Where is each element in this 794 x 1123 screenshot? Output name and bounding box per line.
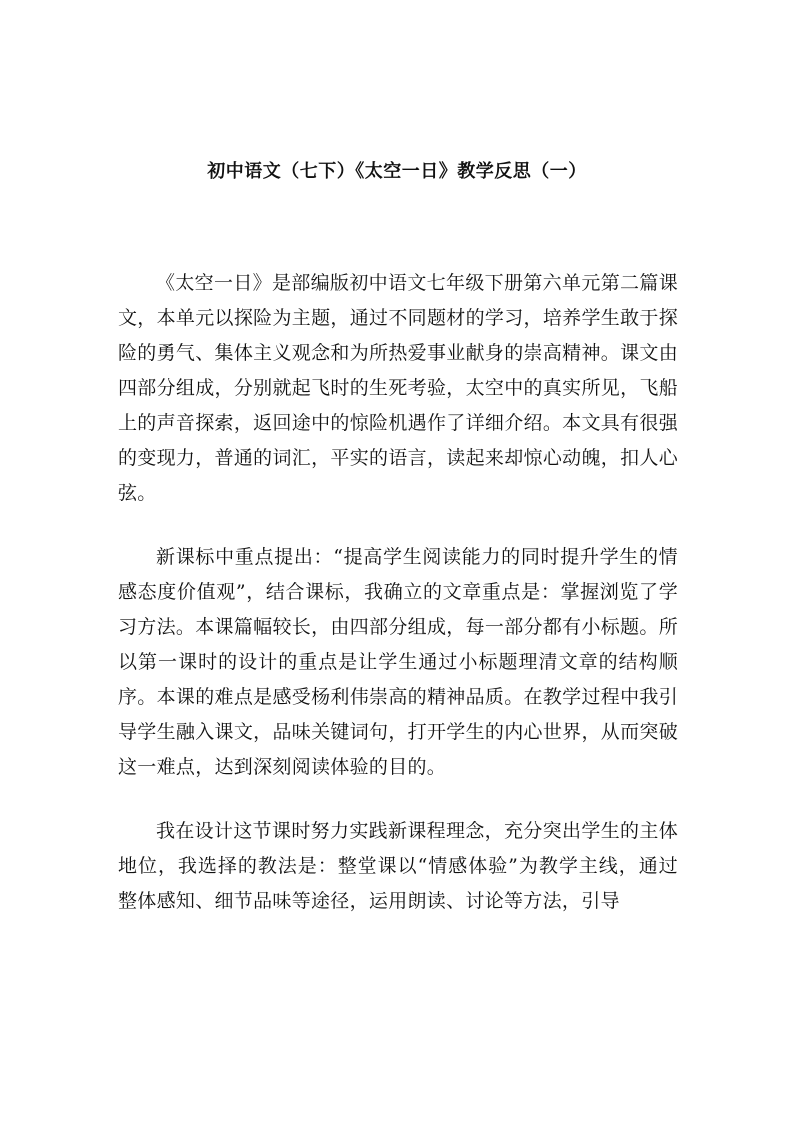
paragraph-2: 新课标中重点提出：“提高学生阅读能力的同时提升学生的情感态度价值观”，结合课标，我确立的文章重点是：掌握浏览了学习方法。本课篇幅较长，由四部分组成，每一部分都有小标题。所以第一课时的设计的重点是让学生通过小标题理清文章的结构顺序。本课的难点是感受杨利伟崇高的精神品质。在教学过程中我引导学生融入课文，品味关键词句，打开学生的内心世界，从而突破这一难点，达到深刻阅读体验的目的。 [118, 546, 678, 778]
paragraph-1: 《太空一日》是部编版初中语文七年级下册第六单元第二篇课文，本单元以探险为主题，通过不同题材的学习，培养学生敢于探险的勇气、集体主义观念和为所热爱事业献身的崇高精神。课文由四部分组成，分别就起飞时的生死考验，太空中的真实所见，飞船上的声音探索，返回途中的惊险机遇作了详细介绍。本文具有很强的变现力，普通的词汇，平实的语言，读起来却惊心动魄，扣人心弦。 [118, 272, 678, 504]
document-title: 初中语文（七下）《太空一日》教学反思（一） [207, 161, 587, 182]
paragraph-3: 我在设计这节课时努力实践新课程理念，充分突出学生的主体地位，我选择的教法是：整堂课以“情感体验”为教学主线，通过整体感知、细节品味等途径，运用朗读、讨论等方法，引导 [118, 820, 678, 912]
document-body [118, 266, 678, 948]
